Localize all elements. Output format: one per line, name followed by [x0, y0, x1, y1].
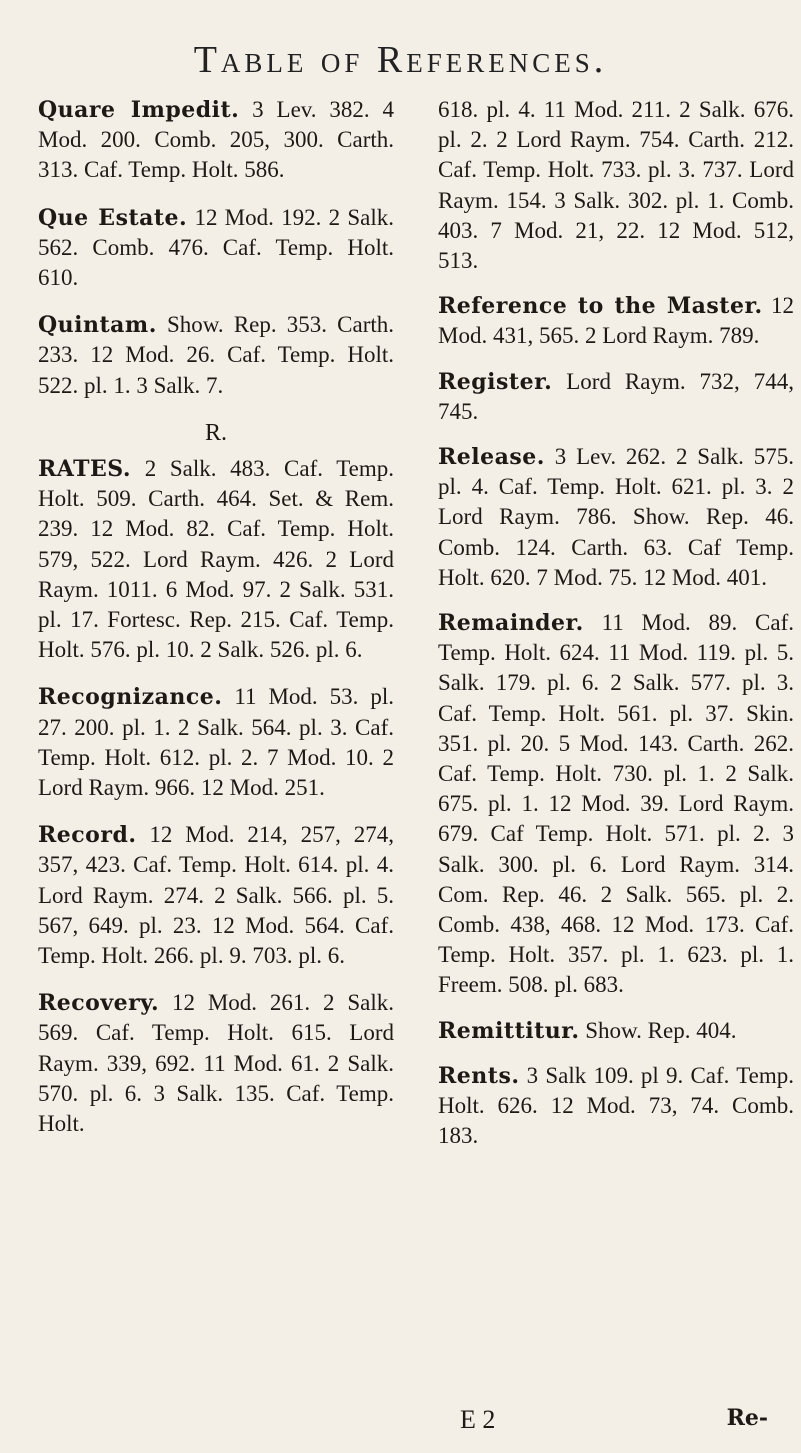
running-head: Table of References. — [193, 39, 608, 81]
reference-entry — [438, 291, 794, 351]
catchword: Re- — [726, 1405, 768, 1431]
left-entries-before — [38, 95, 394, 401]
entry-citations: Show. Rep. 353. Carth. 233. 12 Mod. 26. Caf. Temp. Holt. 522. pl. 1. 3 Salk. 7. — [38, 312, 394, 398]
entry-headword: Record. — [38, 822, 137, 849]
entry-citations: 12 Mod. 261. 2 Salk. 569. Caf. Temp. Holt. 615. Lord Raym. 339, 692. 11 Mod. 61. 2 Salk. 570. pl. 6. 3 Salk. 135. Caf. Temp. Holt. — [38, 990, 394, 1137]
reference-entry — [438, 1016, 794, 1046]
entry-citations: 3 Salk 109. pl 9. Caf. Temp. Holt. 626. 12 Mod. 73, 74. Comb. 183. — [438, 1062, 794, 1149]
entry-headword: Rents. — [438, 1062, 520, 1089]
entry-citations: Show. Rep. 404. — [579, 1017, 737, 1043]
reference-entry — [38, 820, 394, 971]
entry-citations: Lord Raym. 732, 744, 745. — [438, 368, 794, 424]
entry-headword: Register. — [438, 368, 553, 395]
left-entries-after — [38, 454, 394, 1139]
left-column — [38, 95, 394, 1156]
reference-entry — [38, 454, 394, 665]
right-entries — [438, 95, 794, 1152]
entry-citations: 12 Mod. 431, 565. 2 Lord Raym. 789. — [438, 293, 794, 349]
entry-citations: 2 Salk. 483. Caf. Temp. Holt. 509. Carth. 464. Set. & Rem. 239. 12 Mod. 82. Caf. Temp. Holt. 579, 522. Lord Raym. 426. 2 Lord Raym. 1011. 6 Mod. 97. 2 Salk. 531. pl. 17. Fortesc. Rep. 215. Caf. Temp. Holt. 576. pl. 10. 2 Salk. 526. pl. 6. — [38, 456, 394, 663]
entry-headword: Reference to the Master. — [438, 293, 763, 320]
reference-entry — [38, 310, 394, 401]
reference-entry — [438, 95, 794, 276]
reference-entry — [438, 1061, 794, 1152]
entry-citations: 3 Lev. 382. 4 Mod. 200. Comb. 205, 300. Carth. 313. Caf. Temp. Holt. 586. — [38, 97, 395, 183]
signature-mark: E 2 — [460, 1405, 496, 1434]
entry-headword: RATES. — [38, 456, 132, 483]
right-column — [438, 95, 794, 1167]
entry-citations: 11 Mod. 53. pl. 27. 200. pl. 1. 2 Salk. 564. pl. 3. Caf. Temp. Holt. 612. pl. 2. 7 Mod. 10. 2 Lord Raym. 966. 12 Mod. 251. — [38, 684, 394, 801]
entry-headword: Release. — [438, 444, 545, 471]
section-letter: R. — [204, 419, 227, 446]
entry-citations: 12 Mod. 192. 2 Salk. 562. Comb. 476. Caf. Temp. Holt. 610. — [38, 204, 394, 291]
reference-entry — [38, 682, 394, 803]
entry-headword: Recognizance. — [38, 684, 223, 711]
entry-headword: Remittitur. — [438, 1017, 580, 1044]
entry-citations: 618. pl. 4. 11 Mod. 211. 2 Salk. 676. pl. 2. 2 Lord Raym. 754. Carth. 212. Caf. Temp. Holt. 733. pl. 3. 737. Lord Raym. 154. 3 Salk. 302. pl. 1. Comb. 403. 7 Mod. 21, 22. 12 Mod. 512, 513. — [438, 97, 794, 274]
entry-citations: 12 Mod. 214, 257, 274, 357, 423. Caf. Temp. Holt. 614. pl. 4. Lord Raym. 274. 2 Salk. 566. pl. 5. 567, 649. pl. 23. 12 Mod. 564. Caf. Temp. Holt. 266. pl. 9. 703. pl. 6. — [38, 822, 394, 969]
reference-entry — [38, 988, 394, 1139]
reference-entry — [38, 203, 394, 294]
entry-headword: Que Estate. — [38, 204, 188, 231]
reference-entry — [438, 442, 794, 593]
entry-headword: Remainder. — [438, 610, 584, 637]
reference-entry — [438, 608, 794, 1001]
reference-entry — [38, 95, 394, 186]
reference-entry — [438, 367, 794, 427]
entry-headword: Recovery. — [38, 990, 160, 1017]
entry-citations: 11 Mod. 89. Caf. Temp. Holt. 624. 11 Mod. 119. pl. 5. Salk. 179. pl. 6. 2 Salk. 577. pl. 3. Caf. Temp. Holt. 561. pl. 37. Skin. 351. pl. 20. 5 Mod. 143. Carth. 262. Caf. Temp. Holt. 730. pl. 1. 2 Salk. 675. pl. 1. 12 Mod. 39. Lord Raym. 679. Caf Temp. Holt. 571. pl. 2. 3 Salk. 300. pl. 6. Lord Raym. 314. Com. Rep. 46. 2 Salk. 565. pl. 2. Comb. 438, 468. 12 Mod. 173. Caf. Temp. Holt. 357. pl. 1. 623. pl. 1. Freem. 508. pl. 683. — [438, 610, 794, 998]
entry-headword: Quare Impedit. — [38, 97, 240, 123]
entry-citations: 3 Lev. 262. 2 Salk. 575. pl. 4. Caf. Temp. Holt. 621. pl. 3. 2 Lord Raym. 786. Show. Rep. 46. Comb. 124. Carth. 63. Caf Temp. Holt. 620. 7 Mod. 75. 12 Mod. 401. — [438, 444, 794, 590]
entry-headword: Quintam. — [38, 312, 157, 339]
